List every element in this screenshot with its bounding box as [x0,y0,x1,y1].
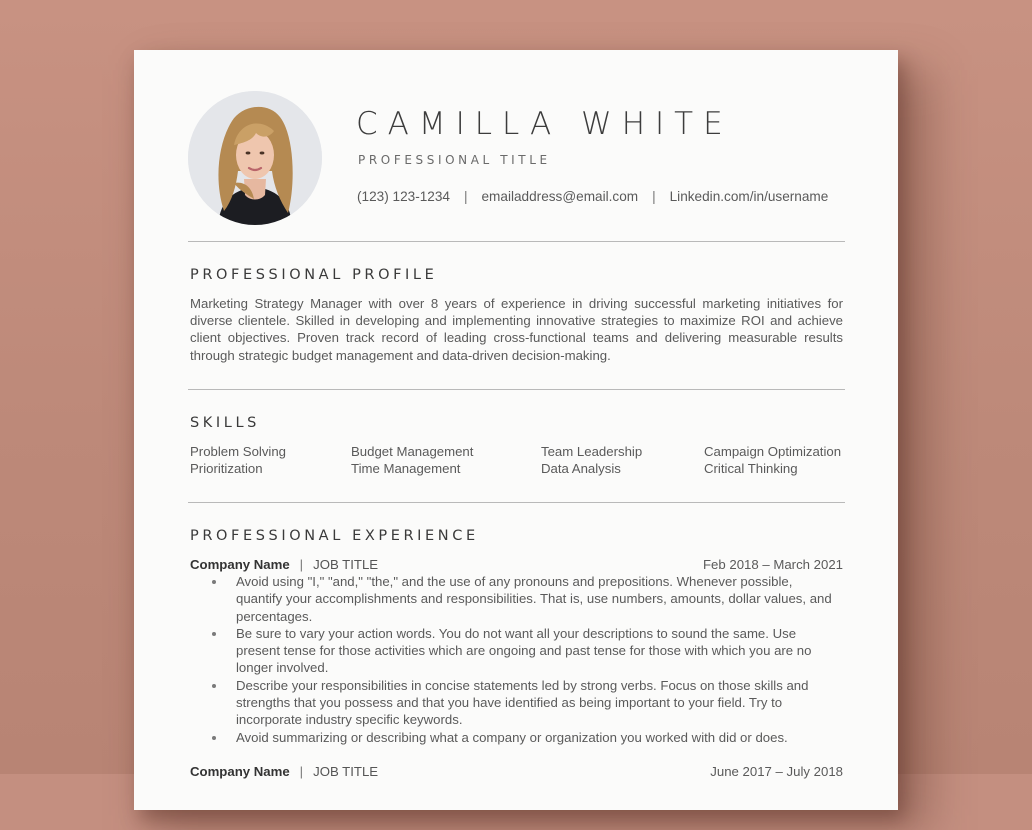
skill-item: Team Leadership [541,444,643,459]
bullet-item: Avoid summarizing or describing what a company or organization you worked with did or does. [218,729,842,746]
job-header [190,764,843,779]
skill-item: Problem Solving [190,444,287,459]
job-header [190,557,843,572]
company-name: Company Name [190,557,290,572]
job-bullets [218,573,842,746]
candidate-name: CAMILLA WHITE [356,106,733,142]
skill-item: Budget Management [351,444,474,459]
contact-separator: | [652,189,656,204]
skills-heading: SKILLS [190,415,260,431]
job-title: JOB TITLE [313,764,379,779]
bullet-item: Avoid using "I," "and," "the," and the use of any pronouns and prepositions. Whenever possible, quantify your accomplishments and responsibilities. That is, use numbers, amounts, dollar values, and percentages. [218,573,842,625]
email-address: emailaddress@email.com [481,189,639,204]
contact-separator: | [463,189,468,204]
skill-item: Campaign Optimization [704,444,842,459]
job-dates: June 2017 – July 2018 [710,764,843,779]
bullet-item: Describe your responsibilities in concise statements led by strong verbs. Focus on those skills and strengths that you possess and that you have identified as being important to your field. Try to incorporate industry specific keywords. [218,677,842,729]
job-separator: | [299,764,304,779]
divider [188,241,845,242]
divider [188,502,845,503]
linkedin-url: Linkedin.com/in/username [669,189,829,204]
job-separator: | [299,557,304,572]
profile-photo [188,91,322,225]
skill-item: Data Analysis [541,461,621,476]
phone-number: (123) 123-1234 [357,189,450,204]
divider [188,389,845,390]
skill-item: Critical Thinking [704,461,798,476]
job-title: JOB TITLE [313,557,379,572]
company-name: Company Name [190,764,290,779]
job-dates: Feb 2018 – March 2021 [702,557,843,572]
experience-heading: PROFESSIONAL EXPERIENCE [190,528,479,544]
skill-item: Time Management [351,461,461,476]
profile-summary: Marketing Strategy Manager with over 8 years of experience in driving successful marketing initiatives for diverse clientele. Skilled in developing and implementing innovative strategies to maximize ROI and achieve client objectives. Proven track record of leading cross-functional teams and delivering measurable results through strategic budget management and data-driven decision-making. [190,296,843,363]
skill-item: Prioritization [190,461,263,476]
contact-line [357,189,828,204]
portrait-image [188,91,322,225]
bullet-item: Be sure to vary your action words. You do not want all your descriptions to sound the same. Use present tense for those activities which are ongoing and past tense for those with which you are no longer involved. [218,625,842,677]
professional-title: PROFESSIONAL TITLE [358,153,551,167]
resume-page [134,50,898,810]
profile-heading: PROFESSIONAL PROFILE [190,267,438,283]
